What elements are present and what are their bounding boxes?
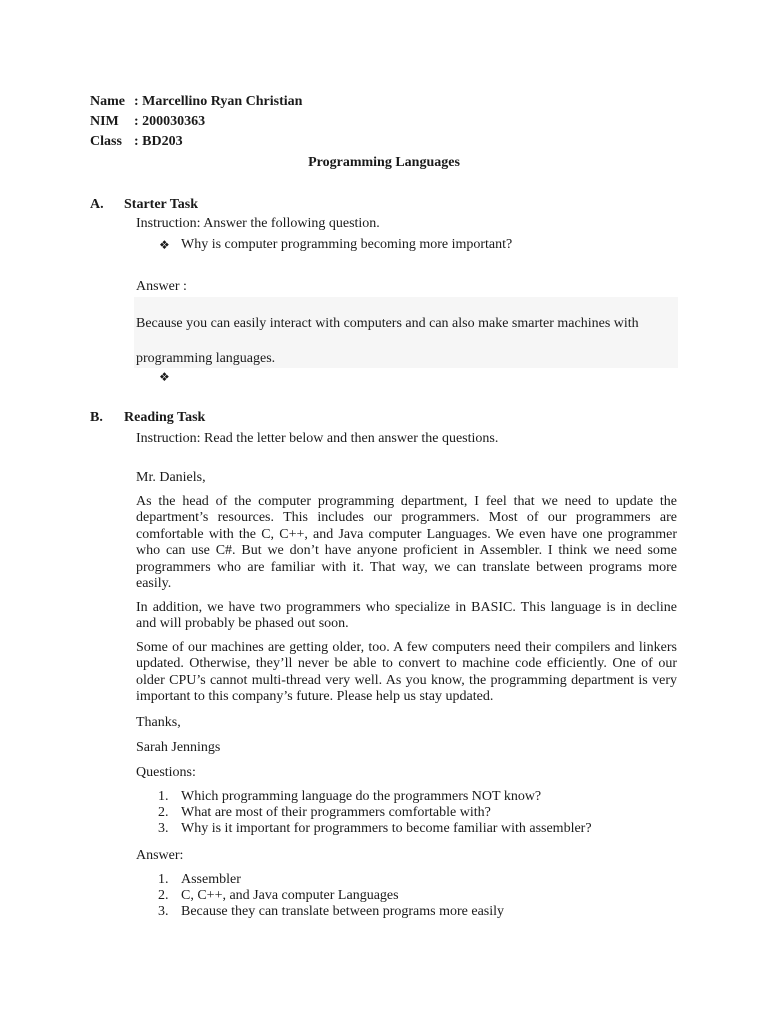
section-a-instruction: Instruction: Answer the following question. (136, 216, 380, 231)
letter-closing: Thanks, (136, 715, 181, 730)
list-item (158, 888, 504, 904)
list-item (158, 904, 504, 920)
list-item (158, 789, 592, 805)
answer-number: 2. (158, 888, 169, 903)
answer-list (158, 872, 504, 920)
section-a-answer-label: Answer : (136, 279, 187, 294)
answer-number: 3. (158, 904, 169, 919)
letter-paragraph-2: In addition, we have two programmers who specialize in BASIC. This language is in decline and will probably be phased out soon. (136, 600, 677, 632)
nim-label: NIM (90, 114, 119, 129)
question-text: Why is it important for programmers to become familiar with assembler? (181, 821, 592, 836)
section-b-heading: Reading Task (124, 410, 206, 425)
letter-paragraph-1: As the head of the computer programming department, I feel that we need to update the department’s resources. This includes our programmers. Most of our programmers are comfortable with the C, C++, and Java computer Languages. We even have one programmer who can use C#. But we don’t have anyone proficient in Assembler. I think we need some programmers who are familiar with it. That way, we can translate between programs more easily. (136, 494, 677, 592)
question-text: What are most of their programmers comfortable with? (181, 805, 491, 820)
section-a-marker: A. (90, 197, 104, 212)
nim-value: : 200030363 (134, 114, 206, 129)
class-label: Class (90, 134, 122, 149)
name-label: Name (90, 94, 125, 109)
section-b-instruction: Instruction: Read the letter below and then answer the questions. (136, 431, 499, 446)
question-number: 3. (158, 821, 169, 836)
class-value: : BD203 (134, 134, 183, 149)
answer-text: Because they can translate between programs more easily (181, 904, 505, 919)
questions-label: Questions: (136, 765, 196, 780)
question-number: 2. (158, 805, 169, 820)
name-value: : Marcellino Ryan Christian (134, 94, 303, 109)
section-a-answer-line-2: programming languages. (136, 351, 276, 366)
list-item (158, 821, 592, 837)
document-title: Programming Languages (308, 155, 460, 170)
answers-label: Answer: (136, 848, 184, 863)
question-list (158, 789, 592, 837)
section-a-answer-line-1: Because you can easily interact with computers and can also make smarter machines with (136, 316, 639, 331)
list-item (158, 805, 592, 821)
letter-signature: Sarah Jennings (136, 740, 221, 755)
section-a-heading: Starter Task (124, 197, 199, 212)
section-b-marker: B. (90, 410, 103, 425)
diamond-bullet-icon: ❖ (159, 370, 170, 384)
diamond-bullet-icon: ❖ (159, 238, 170, 252)
answer-number: 1. (158, 872, 169, 887)
letter-paragraph-3: Some of our machines are getting older, too. A few computers need their compilers and linkers updated. Otherwise, they’ll never be able to convert to machine code efficiently. One of our older CPU’s cannot multi-thread very well. As you know, the programming department is very important to this company’s future. Please help us stay updated. (136, 640, 677, 705)
list-item (158, 872, 504, 888)
answer-text: C, C++, and Java computer Languages (181, 888, 399, 903)
question-text: Which programming language do the programmers NOT know? (181, 789, 542, 804)
question-number: 1. (158, 789, 169, 804)
section-a-question: Why is computer programming becoming more important? (181, 237, 513, 252)
answer-text: Assembler (181, 872, 241, 887)
letter-salutation: Mr. Daniels, (136, 470, 206, 485)
